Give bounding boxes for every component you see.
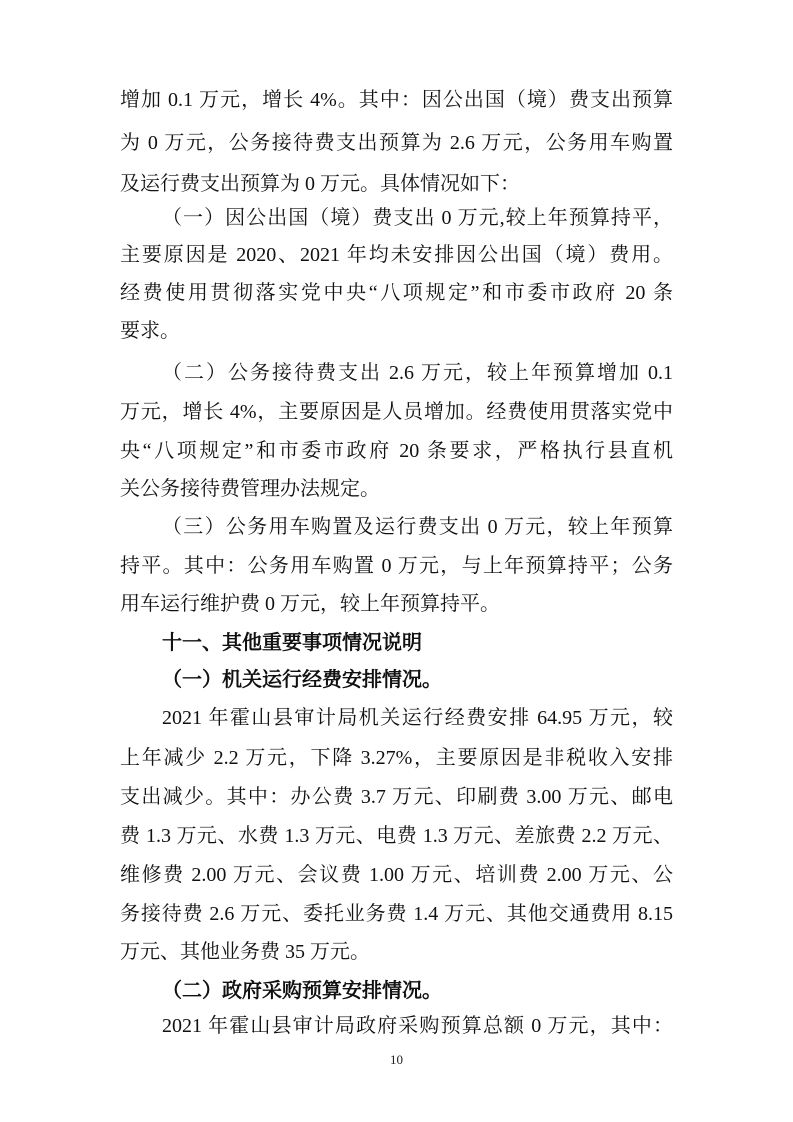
paragraph-line: 经费使用贯彻落实党中央“八项规定”和市委市政府 20 条: [120, 282, 673, 304]
paragraph-line: 要求。: [120, 320, 180, 342]
paragraph-line: 主要原因是 2020、2021 年均未安排因公出国（境）费用。: [120, 244, 673, 266]
paragraph-line: 费 1.3 万元、水费 1.3 万元、电费 1.3 万元、差旅费 2.2 万元、: [120, 825, 673, 847]
paragraph-line: （三）公务用车购置及运行费支出 0 万元，较上年预算: [162, 516, 673, 538]
paragraph-line: （一）因公出国（境）费支出 0 万元,较上年预算持平，: [162, 207, 673, 229]
paragraph-line: 支出减少。其中：办公费 3.7 万元、印刷费 3.00 万元、邮电: [120, 786, 673, 808]
paragraph-line: 用车运行维护费 0 万元，较上年预算持平。: [120, 593, 500, 615]
paragraph-line: 增加 0.1 万元，增长 4%。其中：因公出国（境）费支出预算: [120, 89, 673, 111]
paragraph-line: 万元、其他业务费 35 万元。: [120, 941, 370, 963]
paragraph-line: 2021 年霍山县审计局政府采购预算总额 0 万元，其中：: [162, 1015, 673, 1037]
paragraph-line: 维修费 2.00 万元、会议费 1.00 万元、培训费 2.00 万元、公: [120, 864, 673, 886]
paragraph-line: 上年减少 2.2 万元，下降 3.27%，主要原因是非税收入安排: [120, 747, 673, 769]
paragraph-line: （二）公务接待费支出 2.6 万元，较上年预算增加 0.1: [162, 362, 673, 384]
paragraph-line: 关公务接待费管理办法规定。: [120, 478, 380, 500]
paragraph-line: 务接待费 2.6 万元、委托业务费 1.4 万元、其他交通费用 8.15: [120, 903, 673, 925]
paragraph-line: 为 0 万元，公务接待费支出预算为 2.6 万元，公务用车购置: [120, 132, 673, 154]
subsection-heading: （二）政府采购预算安排情况。: [162, 980, 442, 1002]
paragraph-line: 2021 年霍山县审计局机关运行经费安排 64.95 万元，较: [162, 707, 673, 729]
section-heading: 十一、其他重要事项情况说明: [162, 630, 422, 654]
paragraph-line: 万元，增长 4%，主要原因是人员增加。经费使用贯落实党中: [120, 401, 673, 423]
page-number: 10: [390, 1052, 403, 1067]
paragraph-line: 持平。其中：公务用车购置 0 万元，与上年预算持平；公务: [120, 555, 673, 577]
paragraph-line: 央“八项规定”和市委市政府 20 条要求，严格执行县直机: [120, 440, 673, 462]
subsection-heading: （一）机关运行经费安排情况。: [162, 669, 442, 691]
paragraph-line: 及运行费支出预算为 0 万元。具体情况如下：: [120, 173, 520, 195]
